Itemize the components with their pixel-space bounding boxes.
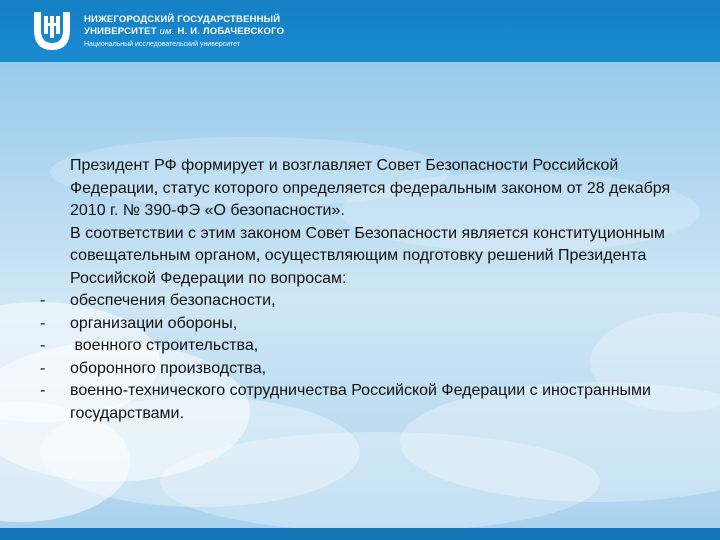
bullet-dash: -: [40, 382, 46, 399]
logo-line2-main: УНИВЕРСИТЕТ: [84, 26, 157, 37]
list-item-text: военно-технического сотрудничества Российской Федерации с иностранными государствами.: [70, 382, 651, 422]
bullet-dash: -: [40, 292, 46, 309]
header-bar: [0, 0, 720, 62]
list-item-text: обеспечения безопасности,: [70, 292, 276, 309]
logo-line1: НИЖЕГОРОДСКИЙ ГОСУДАРСТВЕННЫЙ: [84, 14, 281, 25]
bullet-dash: -: [40, 359, 46, 377]
list-item-text: организации обороны,: [70, 314, 238, 332]
list-item: [36, 358, 676, 381]
bullet-dash: -: [40, 314, 46, 332]
logo-line2-small: им.: [159, 26, 175, 37]
university-name: [84, 14, 284, 50]
list-item: [36, 380, 676, 425]
list-item-text: оборонного производства,: [70, 359, 267, 377]
logo-line2: [84, 26, 284, 38]
slide-content: [36, 155, 676, 425]
list-item: [36, 290, 676, 313]
paragraph-1: Президент РФ формирует и возглавляет Совет Безопасности Российской Федерации, статус которого определяется федеральным законом от 28 декабря 2010 г. № 390-ФЭ «О безопасности».: [70, 157, 671, 219]
list-item-text: военного строительства,: [70, 337, 259, 354]
footer-bar: [0, 528, 720, 540]
list-item: [36, 313, 676, 336]
topic-list: [36, 290, 676, 425]
logo-subtitle: Национальный исследовательский университет: [84, 41, 241, 48]
logo-line2-name: Н. И. ЛОБАЧЕВСКОГО: [177, 26, 285, 37]
university-logo-icon: [30, 10, 74, 52]
paragraph-2: В соответствии с этим законом Совет Безопасности является конституционным совещательным органом, осуществляющим подготовку решений Президента Российской Федерации по вопросам:: [70, 224, 665, 287]
list-item: [36, 335, 676, 358]
bullet-dash: -: [40, 337, 46, 354]
